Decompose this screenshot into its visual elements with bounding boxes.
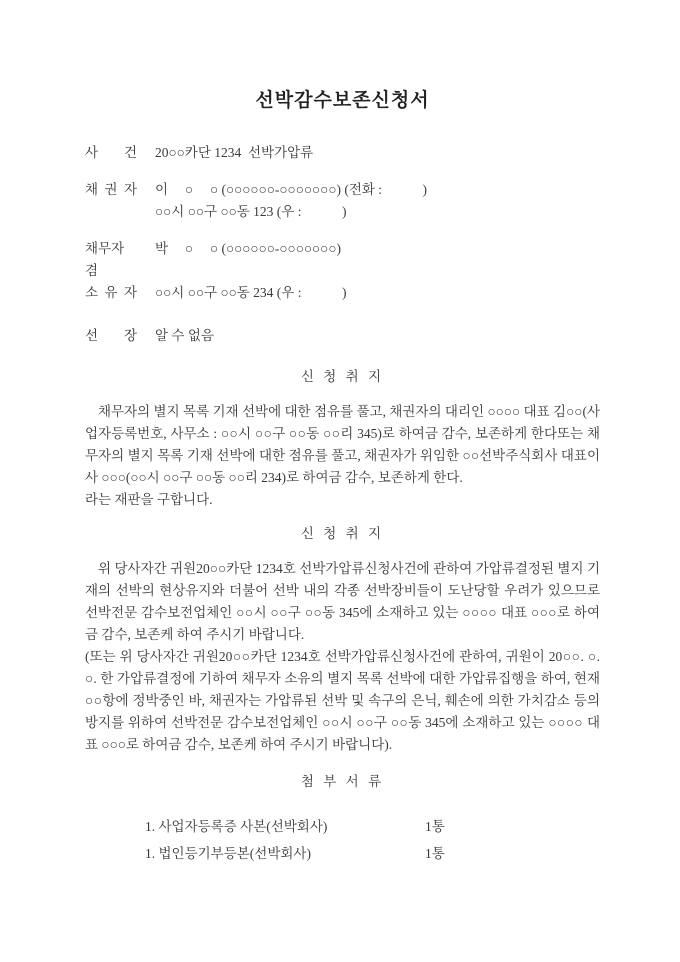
label-spacer <box>137 325 155 347</box>
label-spacer <box>137 238 155 282</box>
attachment-name: 1. 사업자등록증 사본(선박회사) <box>145 819 328 834</box>
debtor-group <box>85 238 600 304</box>
creditor-address: ○○시 ○○구 ○○동 123 (우 : ) <box>155 204 347 219</box>
case-info-block <box>85 142 600 347</box>
creditor-name-row <box>85 179 600 201</box>
debtor-label-line2: 소 유 자 <box>85 285 137 300</box>
label-spacer <box>137 179 155 201</box>
captain-value: 알 수 없음 <box>155 328 214 343</box>
attachment-count: 1통 <box>425 846 445 861</box>
purpose2-heading: 신 청 취 지 <box>300 526 385 541</box>
label-spacer <box>137 142 155 164</box>
purpose2-paragraph2: (또는 위 당사자간 귀원20○○카단 1234호 선박가압류신청사건에 관하여, 귀원이 20○○. ○. ○. 한 가압류결정에 기하여 채무자 소유의 별지 목록 선박에 대한 가압류집행을 하여, 현재 ○○항에 정박중인 바, 채권자는 가압류된 선박 및 속구의 은닉, 훼손에 의한 가치감소 등의 방지를 위하여 선박전문 감수보전업체인 ○○시 ○○구 ○○동 345에 소재하고 있는 ○○○○ 대표 ○○○로 하여금 감수, 보존케 하여 주시기 바랍니다). <box>85 649 604 752</box>
attachment-item <box>145 813 600 840</box>
attachments-heading: 첨 부 서 류 <box>300 774 385 789</box>
debtor-address: ○○시 ○○구 ○○동 234 (우 : ) <box>155 285 347 300</box>
purpose1-body: 채무자의 별지 목록 기재 선박에 대한 점유를 풀고, 채권자의 대리인 ○○○○ 대표 김○○(사업자등록번호, 사무소 : ○○시 ○○구 ○○동 ○○리 345)로 하여금 감수, 보존하게 한다또는 채무자의 별지 목록 기재 선박에 대한 점유를 풀고, 채권자가 위임한 ○○선박주식회사 대표이사 ○○○(○○시 ○○구 ○○동 ○○리 234)로 하여금 감수, 보존하게 한다. <box>85 404 600 485</box>
creditor-group <box>85 179 600 223</box>
creditor-address-row <box>85 201 600 223</box>
debtor-address-row <box>85 282 600 304</box>
debtor-label-line1: 채무자겸 <box>85 241 125 278</box>
label-spacer <box>137 282 155 304</box>
case-row <box>85 142 600 164</box>
purpose1-closing: 라는 재판을 구합니다. <box>85 492 213 507</box>
attachment-count: 1통 <box>425 819 445 834</box>
creditor-name: 이 ○ ○ (○○○○○○-○○○○○○○) (전화 : ) <box>155 182 428 197</box>
case-value: 20○○카단 1234 선박가압류 <box>155 145 314 160</box>
attachment-item <box>145 840 600 867</box>
debtor-name: 박 ○ ○ (○○○○○○-○○○○○○○) <box>155 241 341 256</box>
attachment-name: 1. 법인등기부등본(선박회사) <box>145 846 311 861</box>
empty-label <box>85 201 137 223</box>
captain-label: 선 장 <box>85 328 137 343</box>
label-spacer <box>137 201 155 223</box>
document-title: 선박감수보존신청서 <box>255 90 430 111</box>
purpose1-heading: 신 청 취 지 <box>300 369 385 384</box>
debtor-name-row <box>85 238 600 282</box>
case-label: 사 건 <box>85 145 137 160</box>
captain-row <box>85 325 600 347</box>
creditor-label: 채 권 자 <box>85 182 137 197</box>
purpose2-paragraph1: 위 당사자간 귀원20○○카단 1234호 선박가압류신청사건에 관하여 가압류결정된 별지 기재의 선박의 현상유지와 더불어 선박 내의 각종 선박장비들이 도난당할 우려가 있으므로 선박전문 감수보전업체인 ○○시 ○○구 ○○동 345에 소재하고 있는 ○○○○ 대표 ○○○로 하여금 감수, 보존케 하여 주시기 바랍니다. <box>85 561 604 642</box>
attachments-list <box>145 813 600 867</box>
